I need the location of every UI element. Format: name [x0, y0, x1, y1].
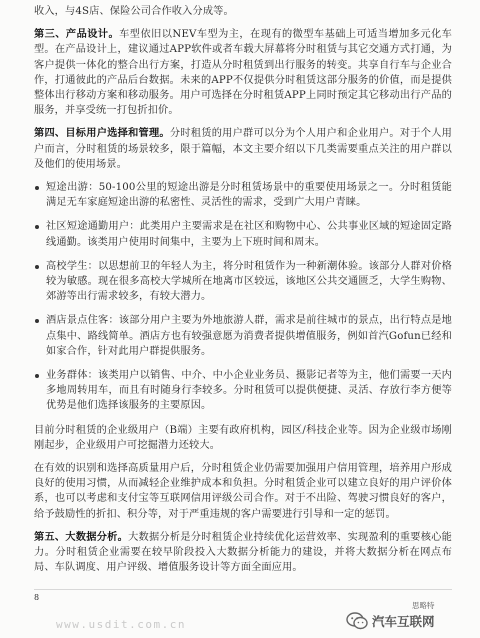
- author-name: 思略特: [412, 601, 435, 610]
- bullet-dot-icon: [35, 265, 39, 269]
- paragraph-target-users: [34, 126, 452, 172]
- list-item: [34, 219, 452, 249]
- list-item: [34, 259, 452, 305]
- paragraph-big-data: [34, 530, 452, 576]
- bullet-dot-icon: [35, 319, 39, 323]
- watermark: [346, 609, 435, 633]
- bullet-text: 业务群体：该类用户以销售、中介、中小企业业务员、摄影记者等为主，他们需要一天内多地周转用车，而且有时随身行李较多。分时租赁可以提供便捷、灵活、存放行李方便等优势是他们选择该服务的主要原因。: [46, 370, 452, 412]
- section-label-product-design: 第三、产品设计。: [34, 28, 120, 41]
- paragraph-product-design: [34, 27, 452, 118]
- watermark-text: 汽车互联网: [372, 614, 435, 629]
- list-item: [34, 313, 452, 359]
- list-item: [34, 368, 452, 414]
- wechat-logo-icon: [346, 612, 368, 630]
- document-body: [34, 4, 452, 576]
- source-url: www.usdit.com.cn: [56, 618, 186, 631]
- paragraph-credit-management: 在有效的识别和选择高质量用户后，分时租赁企业仍需要加强用户信用管理，培养用户形成良好的使用习惯，从而减轻企业维护成本和负担。分时租赁企业可以建立良好的用户评价体系，也可以考虑和支付宝等互联网信用评级公司合作。对于不出险、驾驶习惯良好的客户，给予鼓励性的折扣、积分等，对于严重违规的客户需要进行引导和一定的惩罚。: [34, 463, 452, 520]
- user-segment-list: [34, 180, 452, 414]
- paragraph-target-users-body: 分时租赁的用户群可以分为个人用户和企业用户。对于个人用户而言，分时租赁的场景较多，限于篇幅，本文主要介绍以下几类需要重点关注的用户群以及他们的使用场景。: [34, 128, 452, 170]
- paragraph-big-data-body: 大数据分析是分时租赁企业持续优化运营效率、实现盈利的重要核心能力。分时租赁企业需要在较早阶段投入大数据分析能力的建设，并将大数据分析在网点布局、车队调度、用户评级、增值服务设计等方面全面应用。: [34, 531, 452, 574]
- page-number: 8: [34, 593, 40, 602]
- bullet-dot-icon: [35, 374, 39, 378]
- bullet-dot-icon: [35, 225, 39, 229]
- section-label-target-users: 第四、目标用户选择和管理。: [34, 127, 170, 140]
- bullet-dot-icon: [35, 186, 39, 190]
- paragraph-product-design-body: 车型依旧以NEV车型为主，在现有的微型车基础上可适当增加多元化车型。在产品设计上，建议通过APP软件或者车载大屏幕将分时租赁与其它交通方式打通，为客户提供一体化的整合出行方案，打造从分时租赁到出行服务的转变。共享自行车与企业合作，打通彼此的产品后台数据。未来的APP不仅提供分时租赁这部分服务的价值，而是提供整体出行移动方案和移动服务。用户可选择在分时租赁APP上同时预定其它移动出行产品的服务，并享受统一打包折扣价。: [34, 29, 452, 117]
- bullet-text: 高校学生：以思想前卫的年轻人为主，将分时租赁作为一种新潮体验。该部分人群对价格较为敏感。现在很多高校大学城所在地离市区较远，该地区公共交通匮乏，大学生购物、郊游等出行需求较多，有较大潜力。: [46, 260, 452, 303]
- paragraph-revenue: 收入，与4S店、保险公司合作收入分成等。: [34, 6, 234, 17]
- bullet-text: 社区短途通勤用户：此类用户主要需求是在社区和购物中心、公共事业区域的短途固定路线通勤。该类用户使用时间集中，主要为上下班时间和周末。: [46, 221, 452, 248]
- paragraph-enterprise-users: 目前分时租赁的企业级用户（B端）主要有政府机构，园区/科技企业等。因为企业级市场刚刚起步，企业级用户可挖掘潜力还较大。: [34, 424, 452, 451]
- section-label-big-data: 第五、大数据分析。: [34, 530, 129, 543]
- bullet-text: 短途出游：50-100公里的短途出游是分时租赁场景中的重要使用场景之一。分时租赁能满足无车家庭短途出游的私密性、灵活性的需求，受到广大用户青睐。: [46, 182, 452, 209]
- list-item: [34, 180, 452, 210]
- bullet-text: 酒店景点住客：该部分用户主要为外地旅游人群，需求是前往城市的景点，出行特点是地点集中、路线简单。酒店方也有较强意愿为消费者提供增值服务，例如首汽Gofun已经和如家合作，针对此用户群提供服务。: [46, 315, 452, 357]
- footer-divider: [34, 589, 452, 590]
